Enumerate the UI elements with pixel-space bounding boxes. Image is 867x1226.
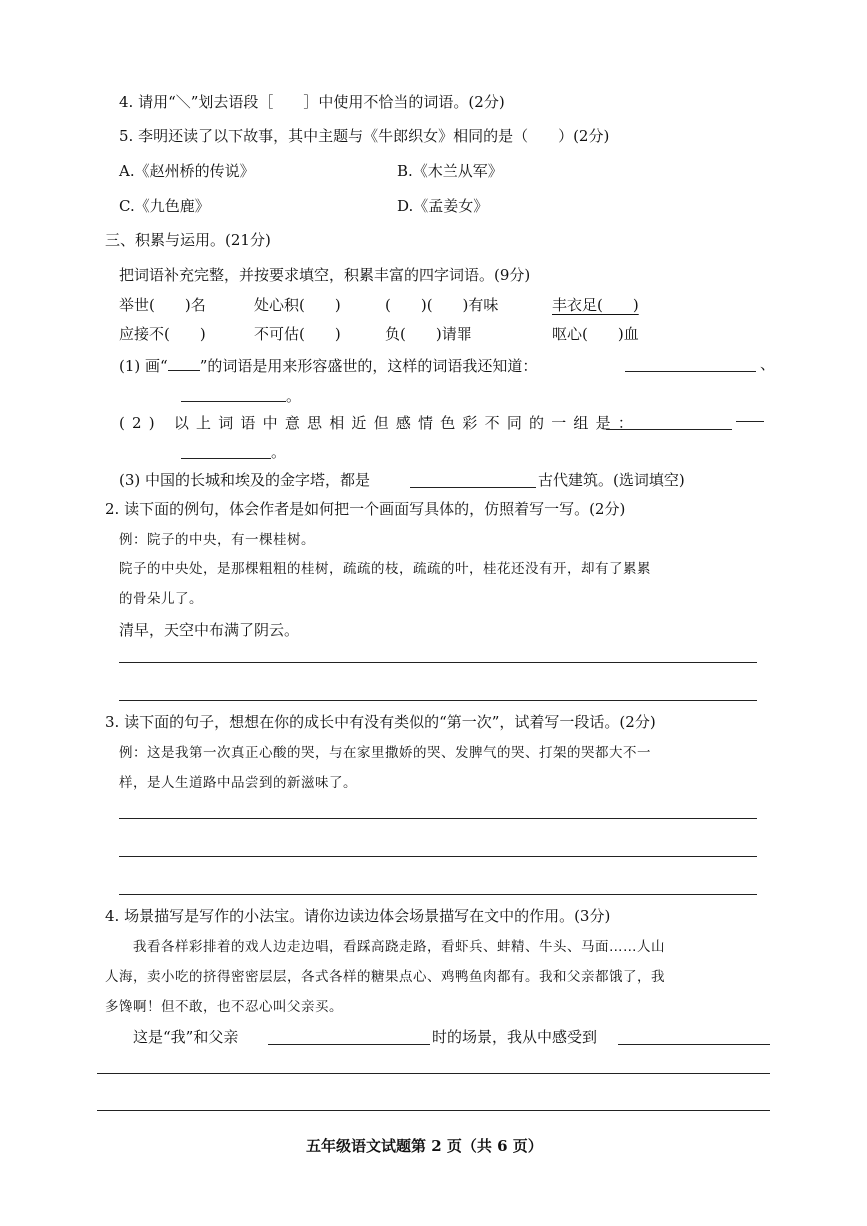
sub-question-1 (119, 354, 537, 376)
q4-passage-line-3: 多馋啊！但不敢，也不忍心叫父亲买。 (105, 999, 343, 1015)
q4-passage-line-1: 我看各样彩排着的戏人边走边唱，看踩高跷走路，看虾兵、蚌精、牛头、马面……人山 (133, 939, 665, 955)
dash-line (736, 421, 764, 422)
word-7: 负( )请罪 (385, 325, 472, 343)
q2-example-line-3: 的骨朵儿了。 (119, 591, 203, 607)
q2-prompt: 清早，天空中布满了阴云。 (119, 621, 300, 639)
sub2-period: 。 (271, 443, 287, 461)
word-2: 处心积( ) (254, 296, 341, 314)
word-5: 应接不( ) (119, 325, 206, 343)
sub1-prefix: (1) 画“ (119, 357, 168, 375)
question-3-title: 3. 读下面的句子，想想在你的成长中有没有类似的“第一次”，试着写一段话。(2分) (105, 713, 656, 731)
sub1-comma: 、 (760, 355, 776, 373)
word-8: 呕心( )血 (552, 325, 639, 343)
sub1-text: ”的词语是用来形容盛世的，这样的词语我还知道： (199, 357, 538, 375)
word-1: 举世( )名 (119, 296, 206, 314)
q3-example: 例：这是我第一次真正心酸的哭，与在家里撒娇的哭、发脾气的哭、打架的哭都大不一 (119, 745, 651, 761)
answer-line-q4-b[interactable] (618, 1044, 770, 1045)
section-3-title: 三、积累与运用。(21分) (105, 231, 271, 249)
q3-example-line-2: 样，是人生道路中品尝到的新滋味了。 (119, 775, 357, 791)
option-a: A.《赵州桥的传说》 (119, 162, 255, 180)
word-6: 不可估( ) (254, 325, 341, 343)
q4-fill-prefix: 这是“我”和父亲 (133, 1028, 239, 1046)
writing-line-q3-1[interactable] (119, 818, 757, 819)
writing-line-q2-2[interactable] (119, 700, 757, 701)
writing-line-q4-2[interactable] (97, 1110, 770, 1111)
word-4-underlined: 丰衣足( ) (552, 296, 639, 314)
question-5-top: 5. 李明还读了以下故事，其中主题与《牛郎织女》相同的是（ ）(2分) (119, 127, 610, 145)
q4-passage-line-2: 人海，卖小吃的挤得密密层层，各式各样的糖果点心、鸡鸭鱼肉都有。我和父亲都饿了，我 (105, 969, 665, 985)
writing-line-q3-3[interactable] (119, 894, 757, 895)
page-footer: 五年级语文试题第 2 页（共 6 页） (306, 1137, 543, 1155)
answer-line-q4-a[interactable] (268, 1044, 430, 1045)
sub3-suffix: 古代建筑。(选词填空) (538, 471, 685, 489)
answer-line-3[interactable] (410, 487, 536, 488)
sub-question-2: (2) 以上词语中意思相近但感情色彩不同的一组是： (119, 414, 641, 432)
sub1-period: 。 (286, 387, 302, 405)
answer-line-2a[interactable] (606, 429, 732, 430)
question-4-top: 4. 请用“＼”划去语段［ ］中使用不恰当的词语。(2分) (119, 93, 505, 111)
writing-line-q2-1[interactable] (119, 662, 757, 663)
word-3: ( )( )有味 (385, 296, 499, 314)
question-4-title: 4. 场景描写是写作的小法宝。请你边读边体会场景描写在文中的作用。(3分) (105, 907, 611, 925)
q2-example-line-2: 院子的中央处，是那棵粗粗的桂树，疏疏的枝，疏疏的叶，桂花还没有开，却有了累累 (119, 561, 651, 577)
option-c: C.《九色鹿》 (119, 197, 210, 215)
q2-example: 例：院子的中央，有一棵桂树。 (119, 532, 315, 548)
writing-line-q3-2[interactable] (119, 856, 757, 857)
underline-sample (168, 354, 200, 371)
answer-line-1b[interactable] (181, 401, 286, 402)
option-d: D.《孟姜女》 (397, 197, 489, 215)
answer-line-2b[interactable] (181, 458, 271, 459)
question-2-title: 2. 读下面的例句，体会作者是如何把一个画面写具体的，仿照着写一写。(2分) (105, 500, 626, 518)
sub-question-3: (3) 中国的长城和埃及的金字塔，都是 (119, 471, 371, 489)
writing-line-q4-1[interactable] (97, 1073, 770, 1074)
q4-fill-middle: 时的场景，我从中感受到 (432, 1028, 598, 1046)
answer-line-1a[interactable] (625, 371, 756, 372)
q1-intro: 把词语补充完整，并按要求填空，积累丰富的四字词语。(9分) (119, 266, 531, 284)
option-b: B.《木兰从军》 (397, 162, 503, 180)
